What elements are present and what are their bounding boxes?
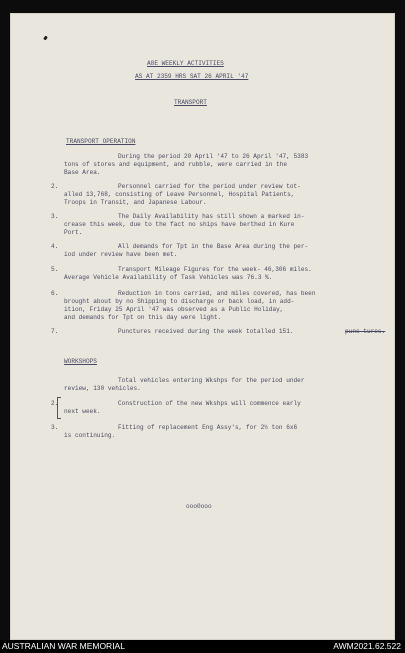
transport-item-4-line-2: iod under review have been met. [64,251,178,258]
transport-operation-heading: TRANSPORT OPERATION [66,138,136,145]
workshops-item-1-line-1: Total vehicles entering Wkshps for the period under [118,377,305,384]
workshops-item-1-line-2: review, 130 vehicles. [64,385,141,392]
document-page [10,13,395,640]
footer-left: AUSTRALIAN WAR MEMORIAL [2,641,125,651]
document-title-line1: A8E WEEKLY ACTIVITIES [147,60,224,67]
workshops-item-3-number: 3. [51,424,59,431]
transport-item-7-number: 7. [51,328,59,335]
footer-bar [0,640,405,653]
transport-item-3-number: 3. [51,213,59,220]
transport-item-5-number: 5. [51,266,59,273]
transport-item-2-line-3: Troops in Transit, and Japanese Labour. [64,199,207,206]
workshops-item-3-line-1: Fitting of replacement Eng Assy's, for 2½ ton 6x6 [118,424,298,431]
end-mark: ooo0ooo [186,503,212,510]
workshops-heading: WORKSHOPS [64,358,97,365]
transport-item-6-line-4: and demands for Tpt on this day were light. [64,314,222,321]
transport-item-1-line-1: During the period 20 April '47 to 26 April '47, 5383 [118,153,309,160]
footer-right: AWM2021.62.522 [333,641,401,651]
transport-item-3-line-1: The Daily Availability has still shown a marked in- [118,213,305,220]
transport-item-2-line-1: Personnel carried for the period under review tot- [118,183,301,190]
workshops-item-2-number: 2. [51,400,59,407]
transport-item-5-line-2: Average Vehicle Availability of Task Vehicles was 76.3 %. [64,274,273,281]
transport-item-1-line-3: Base Area. [64,169,101,176]
transport-item-7-line-1: Punctures received during the week totalled 151. [118,328,294,335]
transport-item-1-line-2: tons of stores and equipment, and rubble, were carried in the [64,161,288,168]
transport-item-6-number: 6. [51,290,59,297]
document-title-line2: AS AT 2359 HRS SAT 26 APRIL '47 [135,73,249,80]
transport-item-4-line-1: All demands for Tpt in the Base Area during the per- [118,243,309,250]
transport-item-2-number: 2. [51,183,59,190]
section-title: TRANSPORT [174,99,207,106]
transport-item-2-line-2: alled 13,768, consisting of Leave Personnel, Hospital Patients, [64,191,295,198]
workshops-item-2-line-2: next week. [64,408,101,415]
transport-item-4-number: 4. [51,243,59,250]
transport-item-6-line-3: ition, Friday 25 April '47 was observed as a Public Holiday, [64,306,284,313]
workshops-item-3-line-2: is continuing. [64,432,116,439]
struck-word: punc-tures. [345,328,386,335]
transport-item-3-line-3: Port. [64,229,83,236]
transport-item-5-line-1: Transport Mileage Figures for the week- 46,306 miles. [118,266,312,273]
transport-item-3-line-2: crease this week, due to the fact no ships have berthed in Kure [64,221,295,228]
workshops-item-2-line-1: Construction of the new Wkshps will commence early [118,400,301,407]
transport-item-6-line-2: brought about by no Shipping to discharge or back load, in add- [64,298,295,305]
transport-item-6-line-1: Reduction in tons carried, and miles covered, has been [118,290,316,297]
